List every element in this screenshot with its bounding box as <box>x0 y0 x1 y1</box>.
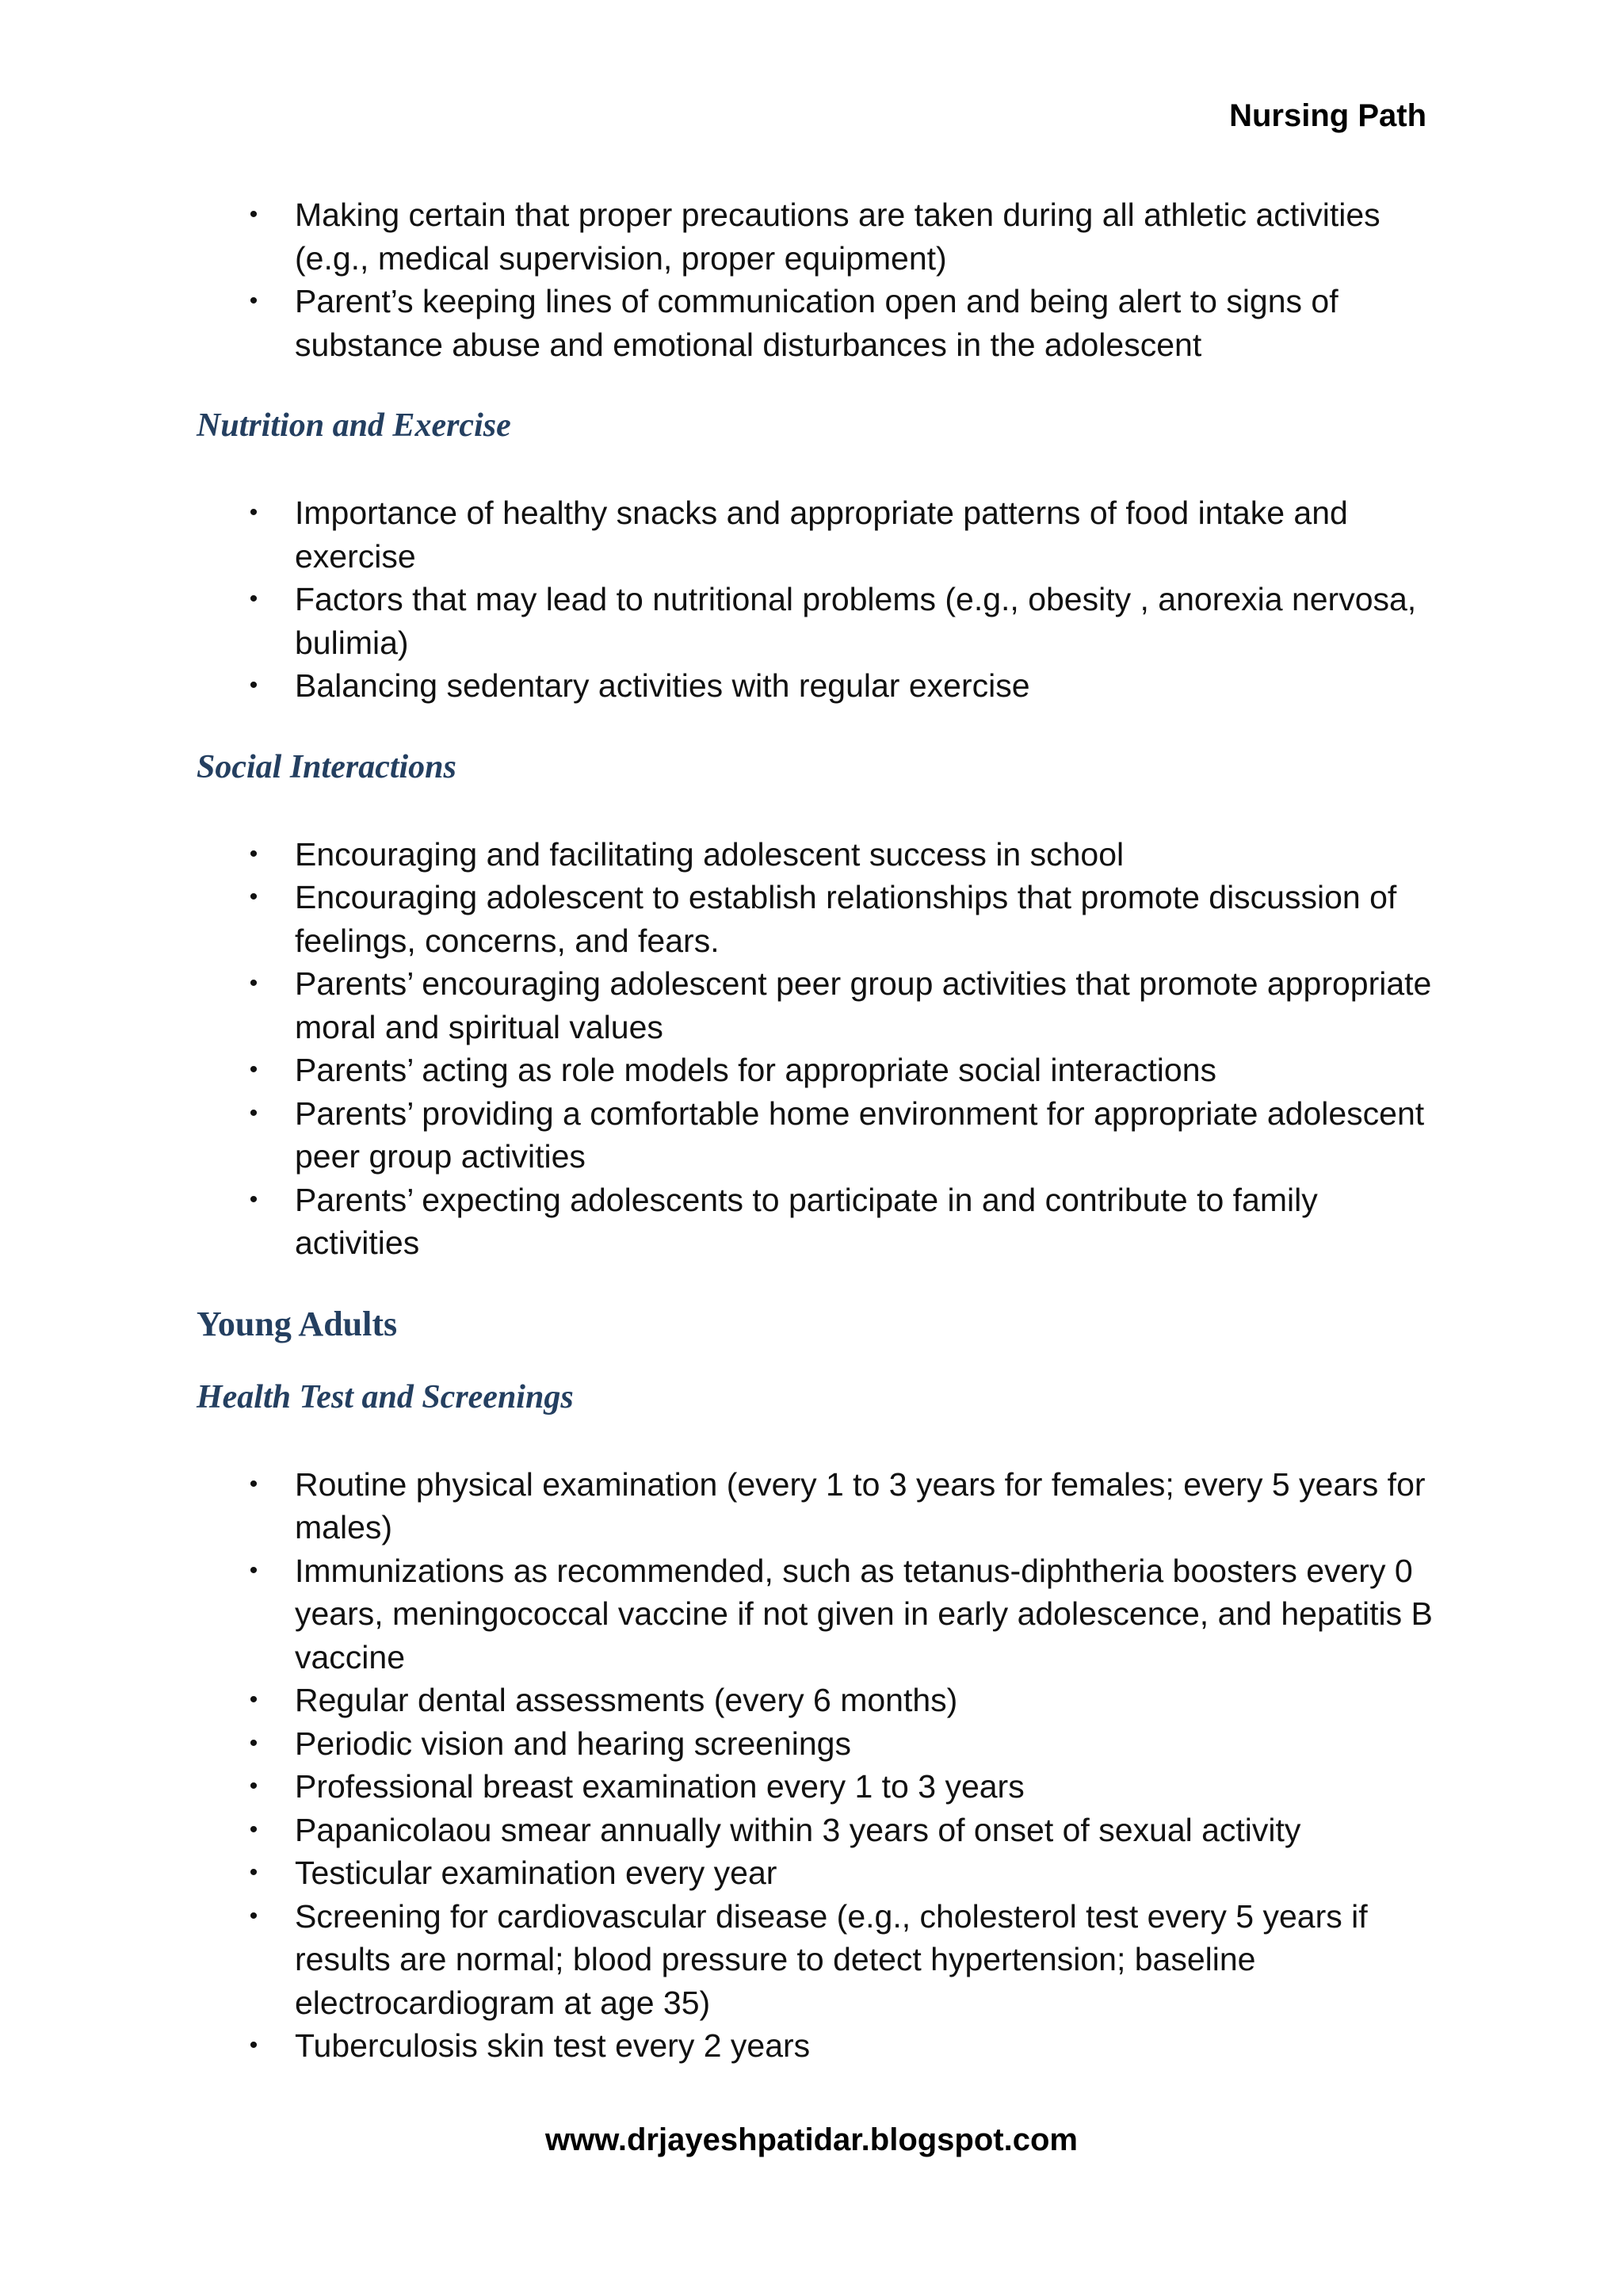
bullet-dot-icon: • <box>249 1056 258 1083</box>
list-item <box>197 876 1433 962</box>
list-item-text: Importance of healthy snacks and appropriate patterns of food intake and exercise <box>295 495 1348 575</box>
section-heading-social: Social Interactions <box>197 748 456 785</box>
list-item-text: Tuberculosis skin test every 2 years <box>295 2027 811 2064</box>
list-item-text: Factors that may lead to nutritional problems (e.g., obesity , anorexia nervosa, bulimia) <box>295 581 1417 661</box>
nutrition-bullet-list <box>197 491 1433 708</box>
list-item-text: Periodic vision and hearing screenings <box>295 1725 851 1762</box>
bullet-dot-icon: • <box>249 1729 258 1756</box>
list-item <box>197 491 1433 578</box>
list-item <box>197 1463 1433 1549</box>
bullet-dot-icon: • <box>249 288 258 314</box>
list-item <box>197 1092 1433 1179</box>
bullet-dot-icon: • <box>249 201 258 227</box>
intro-bullet-list <box>197 193 1433 366</box>
list-item-text: Professional breast examination every 1 to 3 years <box>295 1768 1025 1805</box>
list-item-text: Parents’ acting as role models for appropriate social interactions <box>295 1052 1217 1088</box>
list-item <box>197 833 1433 877</box>
bullet-dot-icon: • <box>249 884 258 910</box>
bullet-dot-icon: • <box>249 1859 258 1885</box>
list-item <box>197 280 1433 366</box>
list-item-text: Making certain that proper precautions are taken during all athletic activities (e.g., medical supervision, proper equipment) <box>295 197 1381 277</box>
bullet-dot-icon: • <box>249 672 258 698</box>
list-item-text: Encouraging and facilitating adolescent success in school <box>295 835 1125 873</box>
bullet-dot-icon: • <box>249 499 258 525</box>
list-item-text: Immunizations as recommended, such as tetanus-diphtheria boosters every 0 years, meningococcal vaccine if not given in early adolescence, and hepatitis B vaccine <box>295 1552 1433 1675</box>
bullet-dot-icon: • <box>249 1557 258 1584</box>
screenings-bullet-list <box>197 1463 1433 2068</box>
bullet-dot-icon: • <box>249 1902 258 1929</box>
bullet-dot-icon: • <box>249 1186 258 1213</box>
social-bullet-list <box>197 833 1433 1265</box>
list-item <box>197 1179 1433 1265</box>
list-item <box>197 1679 1433 1722</box>
section-heading-screenings: Health Test and Screenings <box>197 1378 574 1415</box>
list-item-text: Parents’ encouraging adolescent peer group activities that promote appropriate moral and spiritual values <box>295 965 1432 1045</box>
list-item <box>197 193 1433 280</box>
section-heading-nutrition: Nutrition and Exercise <box>197 407 511 444</box>
bullet-dot-icon: • <box>249 1099 258 1126</box>
list-item-text: Regular dental assessments (every 6 months) <box>295 1682 958 1718</box>
bullet-dot-icon: • <box>249 586 258 612</box>
list-item <box>197 1049 1433 1092</box>
list-item <box>197 664 1433 708</box>
list-item-text: Testicular examination every year <box>295 1855 777 1891</box>
list-item <box>197 962 1433 1049</box>
list-item <box>197 1549 1433 1679</box>
list-item-text: Parents’ expecting adolescents to participate in and contribute to family activities <box>295 1181 1318 1261</box>
page-content <box>197 193 1433 2068</box>
bullet-dot-icon: • <box>249 1687 258 1713</box>
bullet-dot-icon: • <box>249 1816 258 1843</box>
section-heading-young-adults: Young Adults <box>197 1304 398 1343</box>
bullet-dot-icon: • <box>249 970 258 996</box>
list-item-text: Parents’ providing a comfortable home environment for appropriate adolescent peer group activities <box>295 1095 1425 1175</box>
footer-url: www.drjayeshpatidar.blogspot.com <box>545 2122 1078 2157</box>
list-item-text: Screening for cardiovascular disease (e.g., cholesterol test every 5 years if results are normal; blood pressure to detect hypertension; baseline electrocardiogram at age 35) <box>295 1897 1368 2021</box>
list-item <box>197 1765 1433 1809</box>
bullet-dot-icon: • <box>249 1773 258 1799</box>
list-item <box>197 1851 1433 1895</box>
list-item-text: Routine physical examination (every 1 to 3 years for females; every 5 years for males) <box>295 1465 1426 1545</box>
bullet-dot-icon: • <box>249 2032 258 2058</box>
list-item-text: Encouraging adolescent to establish relationships that promote discussion of feelings, concerns, and fears. <box>295 879 1397 959</box>
list-item <box>197 578 1433 664</box>
list-item-text: Papanicolaou smear annually within 3 years of onset of sexual activity <box>295 1811 1301 1848</box>
list-item <box>197 1722 1433 1766</box>
list-item-text: Parent’s keeping lines of communication open and being alert to signs of substance abuse and emotional disturbances in the adolescent <box>295 283 1338 363</box>
list-item-text: Balancing sedentary activities with regular exercise <box>295 667 1030 704</box>
list-item <box>197 2024 1433 2068</box>
list-item <box>197 1809 1433 1852</box>
bullet-dot-icon: • <box>249 840 258 867</box>
bullet-dot-icon: • <box>249 1470 258 1497</box>
list-item <box>197 1895 1433 2025</box>
page-header-title: Nursing Path <box>1229 98 1426 133</box>
